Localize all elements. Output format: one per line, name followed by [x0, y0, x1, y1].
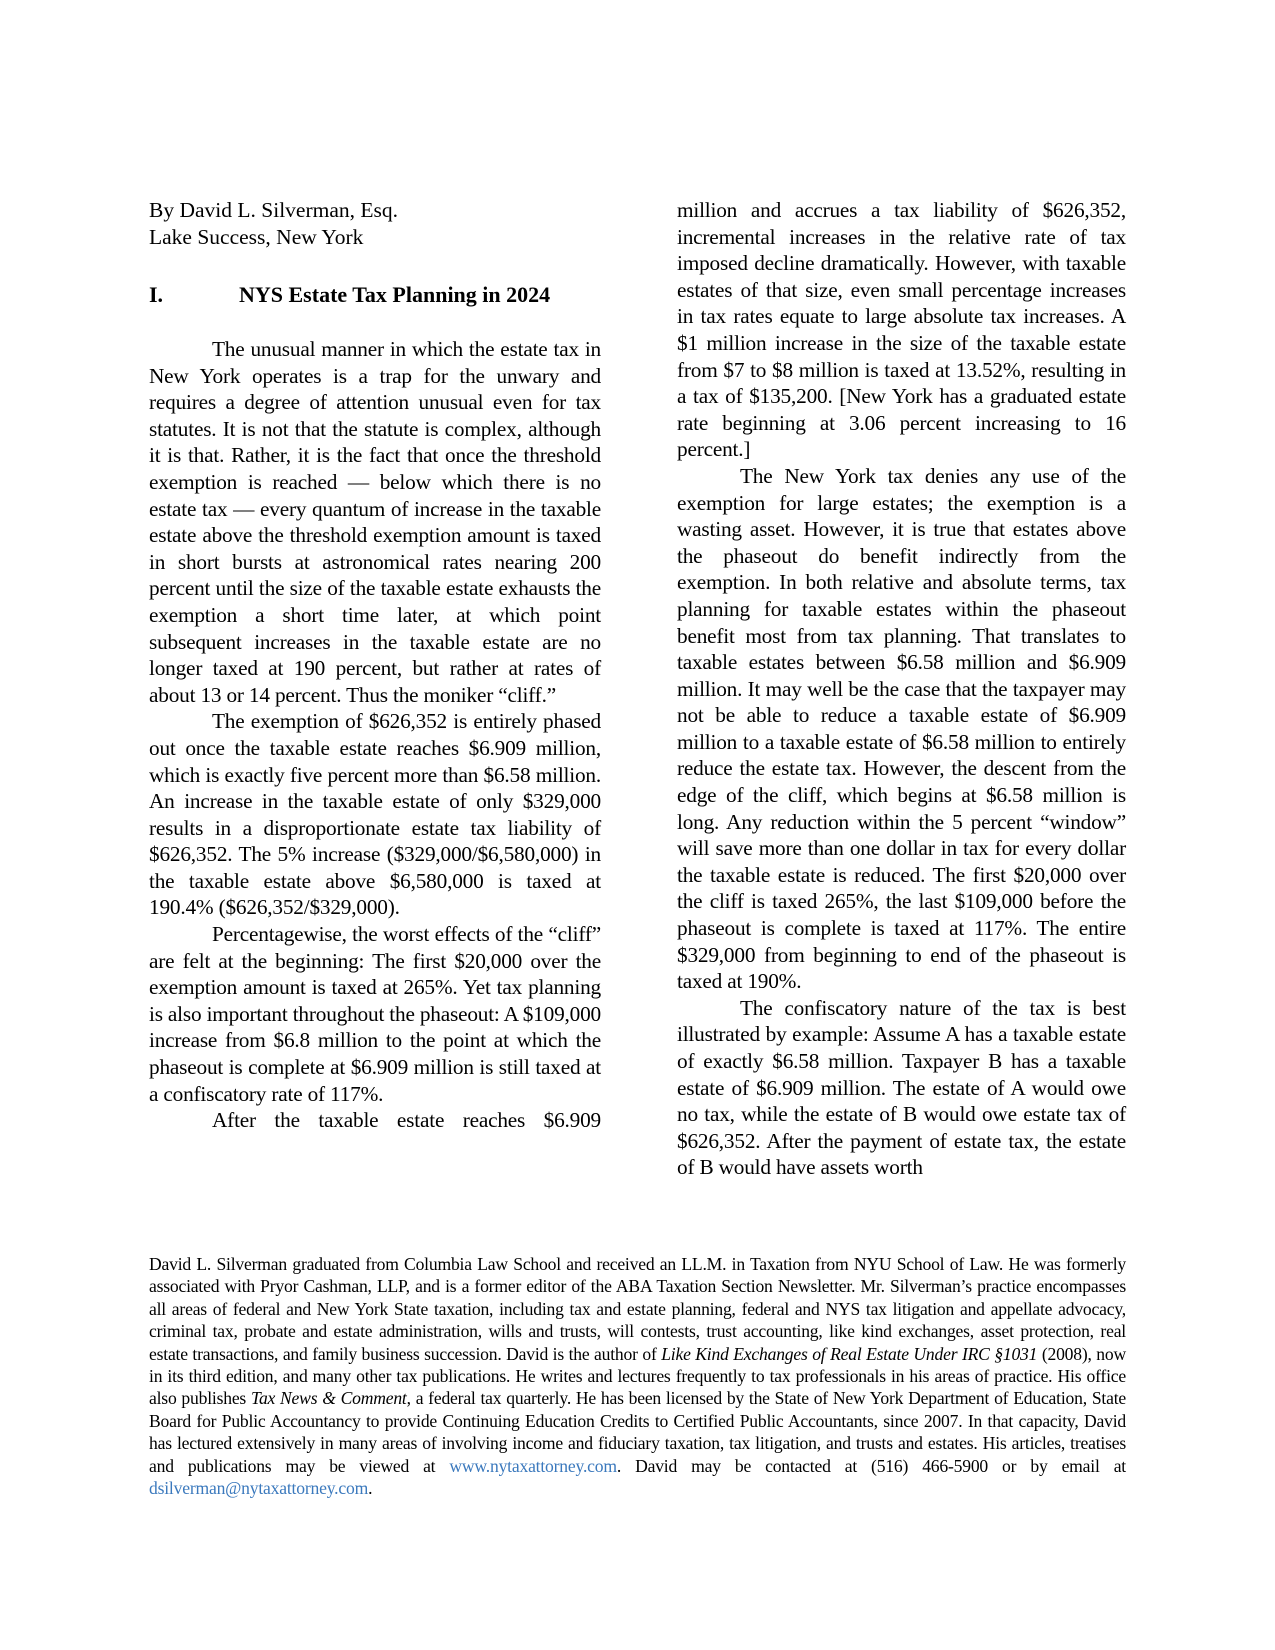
- byline-author: By David L. Silverman, Esq.: [149, 198, 399, 222]
- body-paragraph: million and accrues a tax liability of $626,352, incremental increases in the relative rate of tax imposed decline dramatically. However, with taxable estates of that size, even small percentage increases in tax rates equate to large absolute tax increases. A $1 million increase in the size of the taxable estate from $7 to $8 million is taxed at 13.52%, resulting in a tax of $135,200. [New York has a graduated estate rate beginning at 3.06 percent increasing to 16 percent.]: [677, 198, 1126, 462]
- body-paragraph: After the taxable estate reaches $6.909: [212, 1108, 601, 1133]
- left-column-paragraphs: [149, 336, 601, 1134]
- left-column: [149, 197, 601, 1181]
- footnote-text: .: [368, 1478, 373, 1499]
- footnote-text: (2008), now in its third edition, and many other tax publications. He writes and lectures frequently to tax professionals in his areas of practice. His office also publishes: [149, 1343, 1126, 1409]
- website-link[interactable]: www.nytaxattorney.com: [449, 1455, 617, 1476]
- footnote: [149, 1253, 1126, 1499]
- right-column: [677, 197, 1126, 1181]
- section-heading: [149, 281, 601, 308]
- body-paragraph: The unusual manner in which the estate tax in New York operates is a trap for the unwary and requires a degree of attention unusual even for tax statutes. It is not that the statute is complex, although it is that. Rather, it is the fact that once the threshold exemption is reached — below which there is no estate tax — every quantum of increase in the taxable estate above the threshold exemption amount is taxed in short bursts at astronomical rates nearing 200 percent until the size of the taxable estate exhausts the exemption a short time later, at which point subsequent increases in the taxable estate are no longer taxed at 190 percent, but rather at rates of about 13 or 14 percent. Thus the moniker “cliff.”: [149, 337, 601, 707]
- body-paragraph: The confiscatory nature of the tax is best illustrated by example: Assume A has a taxable estate of exactly $6.58 million. Taxpayer B has a taxable estate of $6.909 million. The estate of A would owe no tax, while the estate of B would owe estate tax of $626,352. After the payment of estate tax, the estate of B would have assets worth: [677, 995, 1126, 1180]
- byline-location: Lake Success, New York: [149, 225, 364, 249]
- footnote-italic-text: Like Kind Exchanges of Real Estate Under IRC §1031: [661, 1343, 1038, 1364]
- footnote-text: David L. Silverman graduated from Columbia Law School and received an LL.M. in Taxation from NYU School of Law. He was formerly associated with Pryor Cashman, LLP, and is a former editor of the ABA Taxation Section Newsletter. Mr. Silverman’s practice encompasses all areas of federal and New York State taxation, including tax and estate planning, federal and NYS tax litigation and appellate advocacy, criminal tax, probate and estate administration, wills and trusts, will contests, trust accounting, like kind exchanges, asset protection, real estate transactions, and family business succession. David is the author of: [149, 1254, 1126, 1364]
- article-body: [149, 197, 1126, 1181]
- body-paragraph: The New York tax denies any use of the exemption for large estates; the exemption is a wasting asset. However, it is true that estates above the phaseout do benefit indirectly from the exemption. In both relative and absolute terms, tax planning for taxable estates within the phaseout benefit most from tax planning. That translates to taxable estates between $6.58 million and $6.909 million. It may well be the case that the taxpayer may not be able to reduce a taxable estate of $6.909 million to a taxable estate of $6.58 million to entirely reduce the estate tax. However, the descent from the edge of the cliff, which begins at $6.58 million is long. Any reduction within the 5 percent “window” will save more than one dollar in tax for every dollar the taxable estate is reduced. The first $20,000 over the cliff is taxed 265%, the last $109,000 before the phaseout is complete is taxed at 117%. The entire $329,000 from beginning to end of the phaseout is taxed at 190%.: [677, 463, 1126, 994]
- section-title: NYS Estate Tax Planning in 2024: [239, 282, 551, 307]
- section-number: I.: [149, 282, 164, 307]
- footnote-text: , a federal tax quarterly. He has been licensed by the State of New York Department of Education, State Board for Public Accountancy to provide Continuing Education Credits to Certified Public Accountants, since 2007. In that capacity, David has lectured extensively in many areas of involving income and fiduciary taxation, tax litigation, and trusts and estates. His articles, treatises and publications may be viewed at: [149, 1388, 1126, 1476]
- footnote-text: . David may be contacted at (516) 466-5900 or by email at: [616, 1455, 1126, 1476]
- body-paragraph: The exemption of $626,352 is entirely phased out once the taxable estate reaches $6.909 million, which is exactly five percent more than $6.58 million. An increase in the taxable estate of only $329,000 results in a disproportionate estate tax liability of $626,352. The 5% increase ($329,000/$6,580,000) in the taxable estate above $6,580,000 is taxed at 190.4% ($626,352/$329,000).: [149, 709, 601, 920]
- body-paragraph: Percentagewise, the worst effects of the “cliff” are felt at the beginning: The first $20,000 over the exemption amount is taxed at 265%. Yet tax planning is also important throughout the phaseout: A $109,000 increase from $6.8 million to the point at which the phaseout is complete at $6.909 million is still taxed at a confiscatory rate of 117%.: [149, 922, 601, 1106]
- email-link[interactable]: dsilverman@nytaxattorney.com: [149, 1478, 369, 1499]
- footnote-italic-text: Tax News & Comment: [250, 1388, 407, 1409]
